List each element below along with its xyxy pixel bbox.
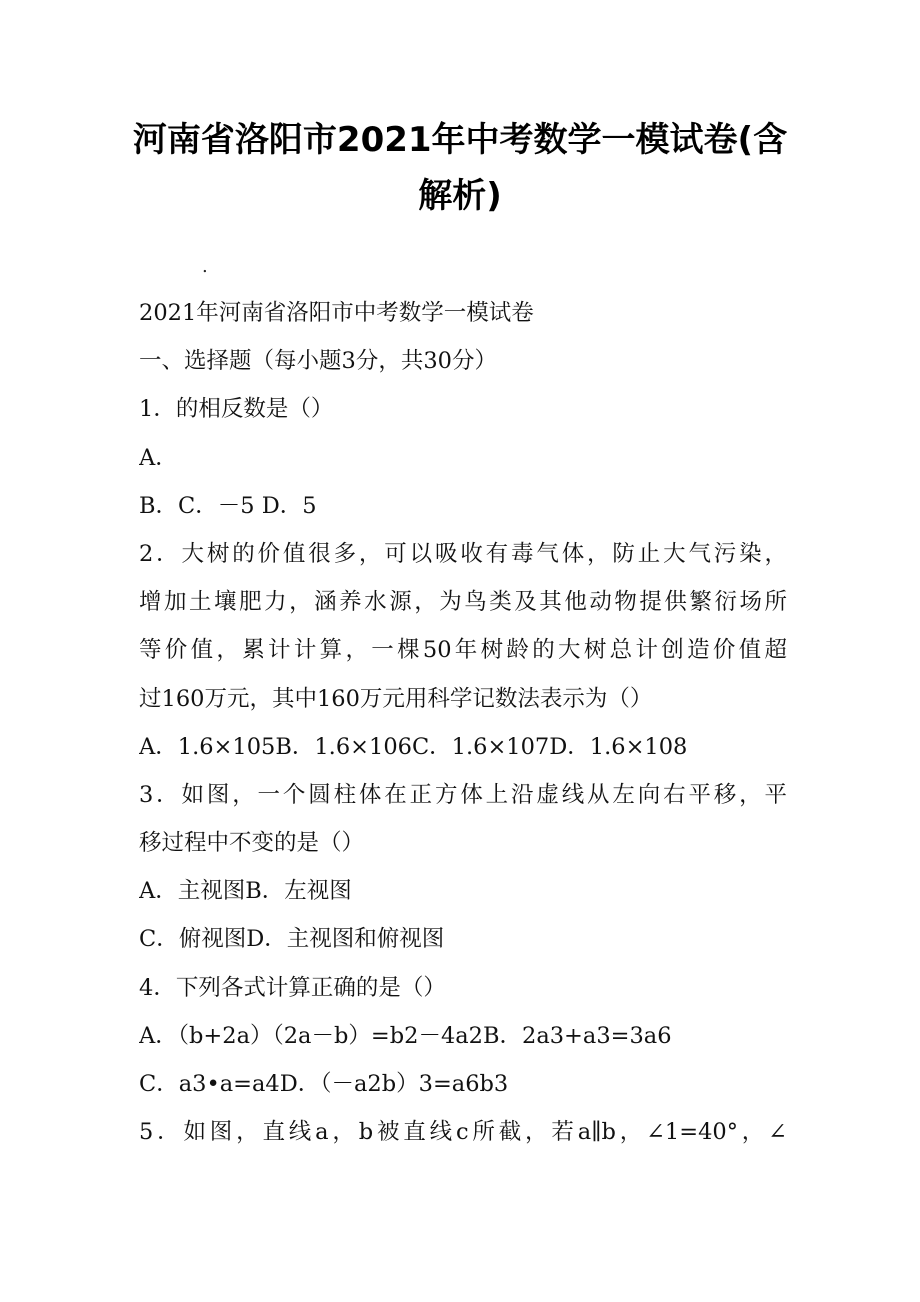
question-2-line-4: 过160万元，其中160万元用科学记数法表示为（） xyxy=(139,685,653,712)
title-line-2: 解析) xyxy=(418,176,502,216)
question-2-options: A．1.6×105B．1.6×106C．1.6×107D．1.6×108 xyxy=(139,733,688,760)
question-2-line-3: 等价值，累计计算，一棵50年树龄的大树总计创造价值超 xyxy=(139,637,787,664)
question-4-options-cd: C．a3•a=a4D．（－a2b）3=a6b3 xyxy=(139,1071,509,1097)
question-5-line-1: 5．如图，直线a，b被直线c所截，若a∥b，∠1=40°，∠ xyxy=(139,1119,787,1146)
question-4: 4．下列各式计算正确的是（） xyxy=(139,974,446,1001)
question-3-options-ab: A．主视图B．左视图 xyxy=(139,878,352,905)
question-4-options-ab: A．（b+2a）（2a－b）=b2－4a2B．2a3+a3=3a6 xyxy=(139,1022,672,1049)
document-body xyxy=(139,289,787,1156)
section-heading: 一、选择题（每小题3分，共30分） xyxy=(139,348,497,375)
question-3-options-cd: C．俯视图D．主视图和俯视图 xyxy=(139,926,445,953)
question-2-line-2: 增加土壤肥力，涵养水源，为鸟类及其他动物提供繁衍场所 xyxy=(139,589,787,616)
question-2-line-1: 2．大树的价值很多，可以吸收有毒气体，防止大气污染， xyxy=(139,540,787,567)
exam-heading: 2021年河南省洛阳市中考数学一模试卷 xyxy=(139,300,534,326)
question-1: 1．的相反数是（） xyxy=(139,396,334,423)
stray-dot: . xyxy=(202,256,208,277)
question-1-option-a: A． xyxy=(139,444,178,471)
document-title xyxy=(110,112,810,224)
question-1-options-bcd: B．C．－5 D．5 xyxy=(139,492,317,519)
question-3-line-2: 移过程中不变的是（） xyxy=(139,830,365,857)
question-3-line-1: 3．如图，一个圆柱体在正方体上沿虚线从左向右平移，平 xyxy=(139,781,787,808)
title-line-1: 河南省洛阳市2021年中考数学一模试卷(含 xyxy=(132,120,788,160)
